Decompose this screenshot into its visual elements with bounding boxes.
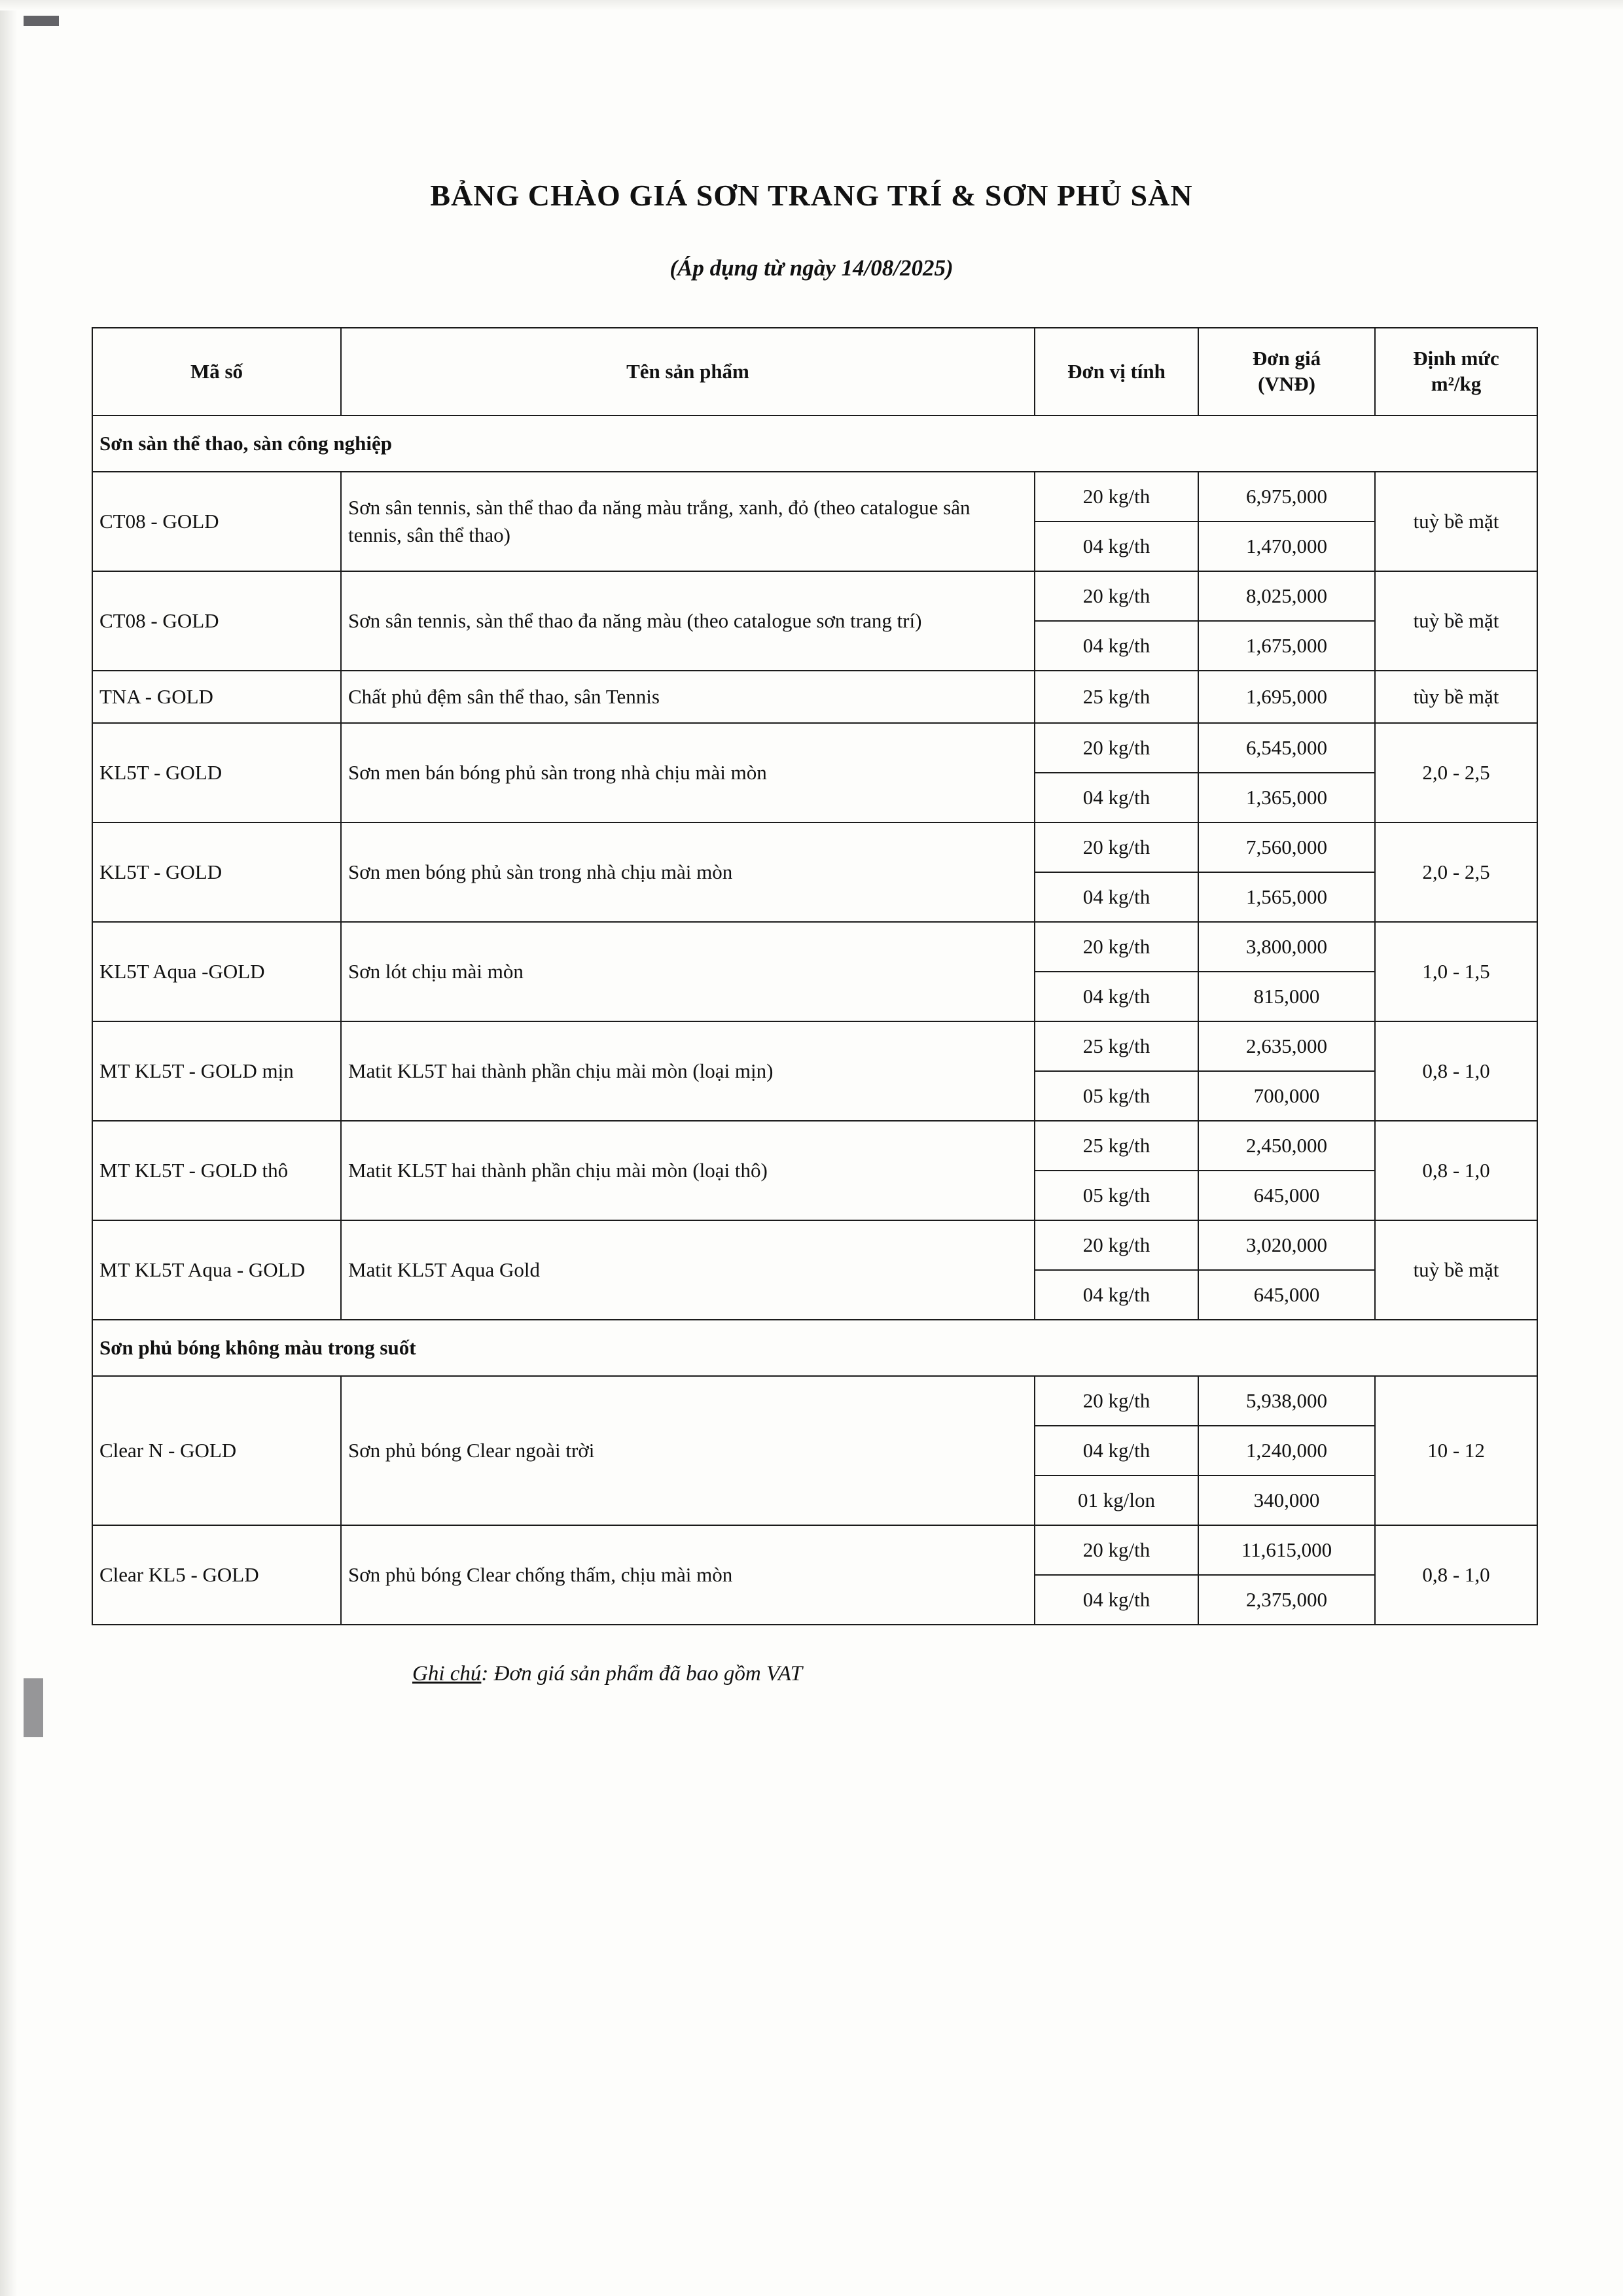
cell-rate: 1,0 - 1,5 xyxy=(1375,922,1537,1021)
footnote xyxy=(412,1662,802,1686)
header-rate xyxy=(1375,328,1537,415)
table-row xyxy=(92,922,1537,972)
table-row xyxy=(92,1220,1537,1270)
cell-rate: tuỳ bề mặt xyxy=(1375,472,1537,571)
cell-price: 3,020,000 xyxy=(1198,1220,1375,1270)
cell-product-name: Sơn men bóng phủ sàn trong nhà chịu mài mòn xyxy=(341,822,1035,922)
cell-product-name: Sơn phủ bóng Clear ngoài trời xyxy=(341,1376,1035,1525)
cell-unit: 25 kg/th xyxy=(1035,1021,1198,1071)
cell-rate: 0,8 - 1,0 xyxy=(1375,1525,1537,1625)
cell-unit: 04 kg/th xyxy=(1035,1426,1198,1475)
table-row xyxy=(92,671,1537,723)
cell-unit: 04 kg/th xyxy=(1035,872,1198,922)
scan-edge-left xyxy=(0,0,17,2296)
scan-edge-top xyxy=(0,0,1623,10)
cell-code: CT08 - GOLD xyxy=(92,472,341,571)
cell-code: KL5T Aqua -GOLD xyxy=(92,922,341,1021)
cell-price: 2,375,000 xyxy=(1198,1575,1375,1625)
cell-unit: 20 kg/th xyxy=(1035,472,1198,521)
cell-product-name: Matit KL5T hai thành phần chịu mài mòn (loại thô) xyxy=(341,1121,1035,1220)
table-row xyxy=(92,1121,1537,1171)
cell-price: 1,565,000 xyxy=(1198,872,1375,922)
section-title: Sơn sàn thể thao, sàn công nghiệp xyxy=(92,415,1537,472)
cell-code: MT KL5T Aqua - GOLD xyxy=(92,1220,341,1320)
cell-product-name: Matit KL5T hai thành phần chịu mài mòn (loại mịn) xyxy=(341,1021,1035,1121)
section-title: Sơn phủ bóng không màu trong suốt xyxy=(92,1320,1537,1376)
header-price-line1: Đơn giá xyxy=(1252,347,1321,370)
header-rate-line1: Định mức xyxy=(1413,347,1499,370)
cell-unit: 04 kg/th xyxy=(1035,773,1198,822)
cell-product-name: Sơn lót chịu mài mòn xyxy=(341,922,1035,1021)
cell-unit: 04 kg/th xyxy=(1035,621,1198,671)
cell-product-name: Sơn phủ bóng Clear chống thấm, chịu mài mòn xyxy=(341,1525,1035,1625)
cell-price: 700,000 xyxy=(1198,1071,1375,1121)
header-unit: Đơn vị tính xyxy=(1035,328,1198,415)
cell-rate: 2,0 - 2,5 xyxy=(1375,723,1537,822)
table-row xyxy=(92,571,1537,621)
table-body xyxy=(92,415,1537,1625)
cell-price: 1,365,000 xyxy=(1198,773,1375,822)
cell-unit: 01 kg/lon xyxy=(1035,1475,1198,1525)
cell-price: 2,635,000 xyxy=(1198,1021,1375,1071)
cell-price: 3,800,000 xyxy=(1198,922,1375,972)
page-title: BẢNG CHÀO GIÁ SƠN TRANG TRÍ & SƠN PHỦ SÀN xyxy=(430,179,1193,212)
cell-rate: 10 - 12 xyxy=(1375,1376,1537,1525)
header-price xyxy=(1198,328,1375,415)
cell-rate: 2,0 - 2,5 xyxy=(1375,822,1537,922)
cell-rate: tuỳ bề mặt xyxy=(1375,571,1537,671)
cell-code: TNA - GOLD xyxy=(92,671,341,723)
footnote-label: Ghi chú xyxy=(412,1662,482,1686)
table-row xyxy=(92,1376,1537,1426)
table-row xyxy=(92,472,1537,521)
cell-unit: 20 kg/th xyxy=(1035,1376,1198,1426)
cell-price: 340,000 xyxy=(1198,1475,1375,1525)
cell-code: Clear KL5 - GOLD xyxy=(92,1525,341,1625)
cell-unit: 04 kg/th xyxy=(1035,1270,1198,1320)
header-rate-line2: m²/kg xyxy=(1431,372,1482,395)
table-row xyxy=(92,1021,1537,1071)
cell-price: 2,450,000 xyxy=(1198,1121,1375,1171)
cell-code: KL5T - GOLD xyxy=(92,723,341,822)
table-header xyxy=(92,328,1537,415)
table-row xyxy=(92,1525,1537,1575)
cell-unit: 20 kg/th xyxy=(1035,1525,1198,1575)
cell-product-name: Sơn men bán bóng phủ sàn trong nhà chịu mài mòn xyxy=(341,723,1035,822)
header-name: Tên sản phẩm xyxy=(341,328,1035,415)
cell-price: 1,240,000 xyxy=(1198,1426,1375,1475)
cell-unit: 05 kg/th xyxy=(1035,1171,1198,1220)
header-price-line2: (VNĐ) xyxy=(1258,372,1315,395)
table-header-row xyxy=(92,328,1537,415)
scan-artifact-mark xyxy=(24,1678,43,1737)
cell-rate: 0,8 - 1,0 xyxy=(1375,1021,1537,1121)
table-section-row xyxy=(92,415,1537,472)
cell-price: 645,000 xyxy=(1198,1171,1375,1220)
cell-code: CT08 - GOLD xyxy=(92,571,341,671)
table-row xyxy=(92,822,1537,872)
cell-unit: 05 kg/th xyxy=(1035,1071,1198,1121)
cell-price: 815,000 xyxy=(1198,972,1375,1021)
cell-product-name: Matit KL5T Aqua Gold xyxy=(341,1220,1035,1320)
cell-code: MT KL5T - GOLD mịn xyxy=(92,1021,341,1121)
cell-product-name: Sơn sân tennis, sàn thể thao đa năng màu (theo catalogue sơn trang trí) xyxy=(341,571,1035,671)
cell-unit: 04 kg/th xyxy=(1035,972,1198,1021)
cell-unit: 20 kg/th xyxy=(1035,1220,1198,1270)
cell-unit: 20 kg/th xyxy=(1035,571,1198,621)
price-table xyxy=(92,327,1538,1625)
cell-unit: 25 kg/th xyxy=(1035,1121,1198,1171)
cell-product-name: Chất phủ đệm sân thể thao, sân Tennis xyxy=(341,671,1035,723)
cell-price: 6,975,000 xyxy=(1198,472,1375,521)
table-row xyxy=(92,723,1537,773)
cell-price: 7,560,000 xyxy=(1198,822,1375,872)
cell-rate: tuỳ bề mặt xyxy=(1375,1220,1537,1320)
cell-price: 11,615,000 xyxy=(1198,1525,1375,1575)
cell-rate: 0,8 - 1,0 xyxy=(1375,1121,1537,1220)
table-section-row xyxy=(92,1320,1537,1376)
cell-code: MT KL5T - GOLD thô xyxy=(92,1121,341,1220)
cell-unit: 20 kg/th xyxy=(1035,723,1198,773)
cell-code: Clear N - GOLD xyxy=(92,1376,341,1525)
cell-unit: 25 kg/th xyxy=(1035,671,1198,723)
cell-price: 645,000 xyxy=(1198,1270,1375,1320)
cell-unit: 04 kg/th xyxy=(1035,521,1198,571)
cell-code: KL5T - GOLD xyxy=(92,822,341,922)
footnote-text: : Đơn giá sản phẩm đã bao gồm VAT xyxy=(481,1662,803,1686)
cell-unit: 04 kg/th xyxy=(1035,1575,1198,1625)
cell-unit: 20 kg/th xyxy=(1035,922,1198,972)
cell-unit: 20 kg/th xyxy=(1035,822,1198,872)
cell-price: 1,470,000 xyxy=(1198,521,1375,571)
cell-price: 6,545,000 xyxy=(1198,723,1375,773)
header-code: Mã số xyxy=(92,328,341,415)
cell-price: 1,675,000 xyxy=(1198,621,1375,671)
cell-product-name: Sơn sân tennis, sàn thể thao đa năng màu trắng, xanh, đỏ (theo catalogue sân tennis, sân thể thao) xyxy=(341,472,1035,571)
cell-rate: tùy bề mặt xyxy=(1375,671,1537,723)
page-subtitle: (Áp dụng từ ngày 14/08/2025) xyxy=(669,255,954,281)
scan-artifact-mark xyxy=(24,16,59,26)
cell-price: 5,938,000 xyxy=(1198,1376,1375,1426)
cell-price: 1,695,000 xyxy=(1198,671,1375,723)
cell-price: 8,025,000 xyxy=(1198,571,1375,621)
